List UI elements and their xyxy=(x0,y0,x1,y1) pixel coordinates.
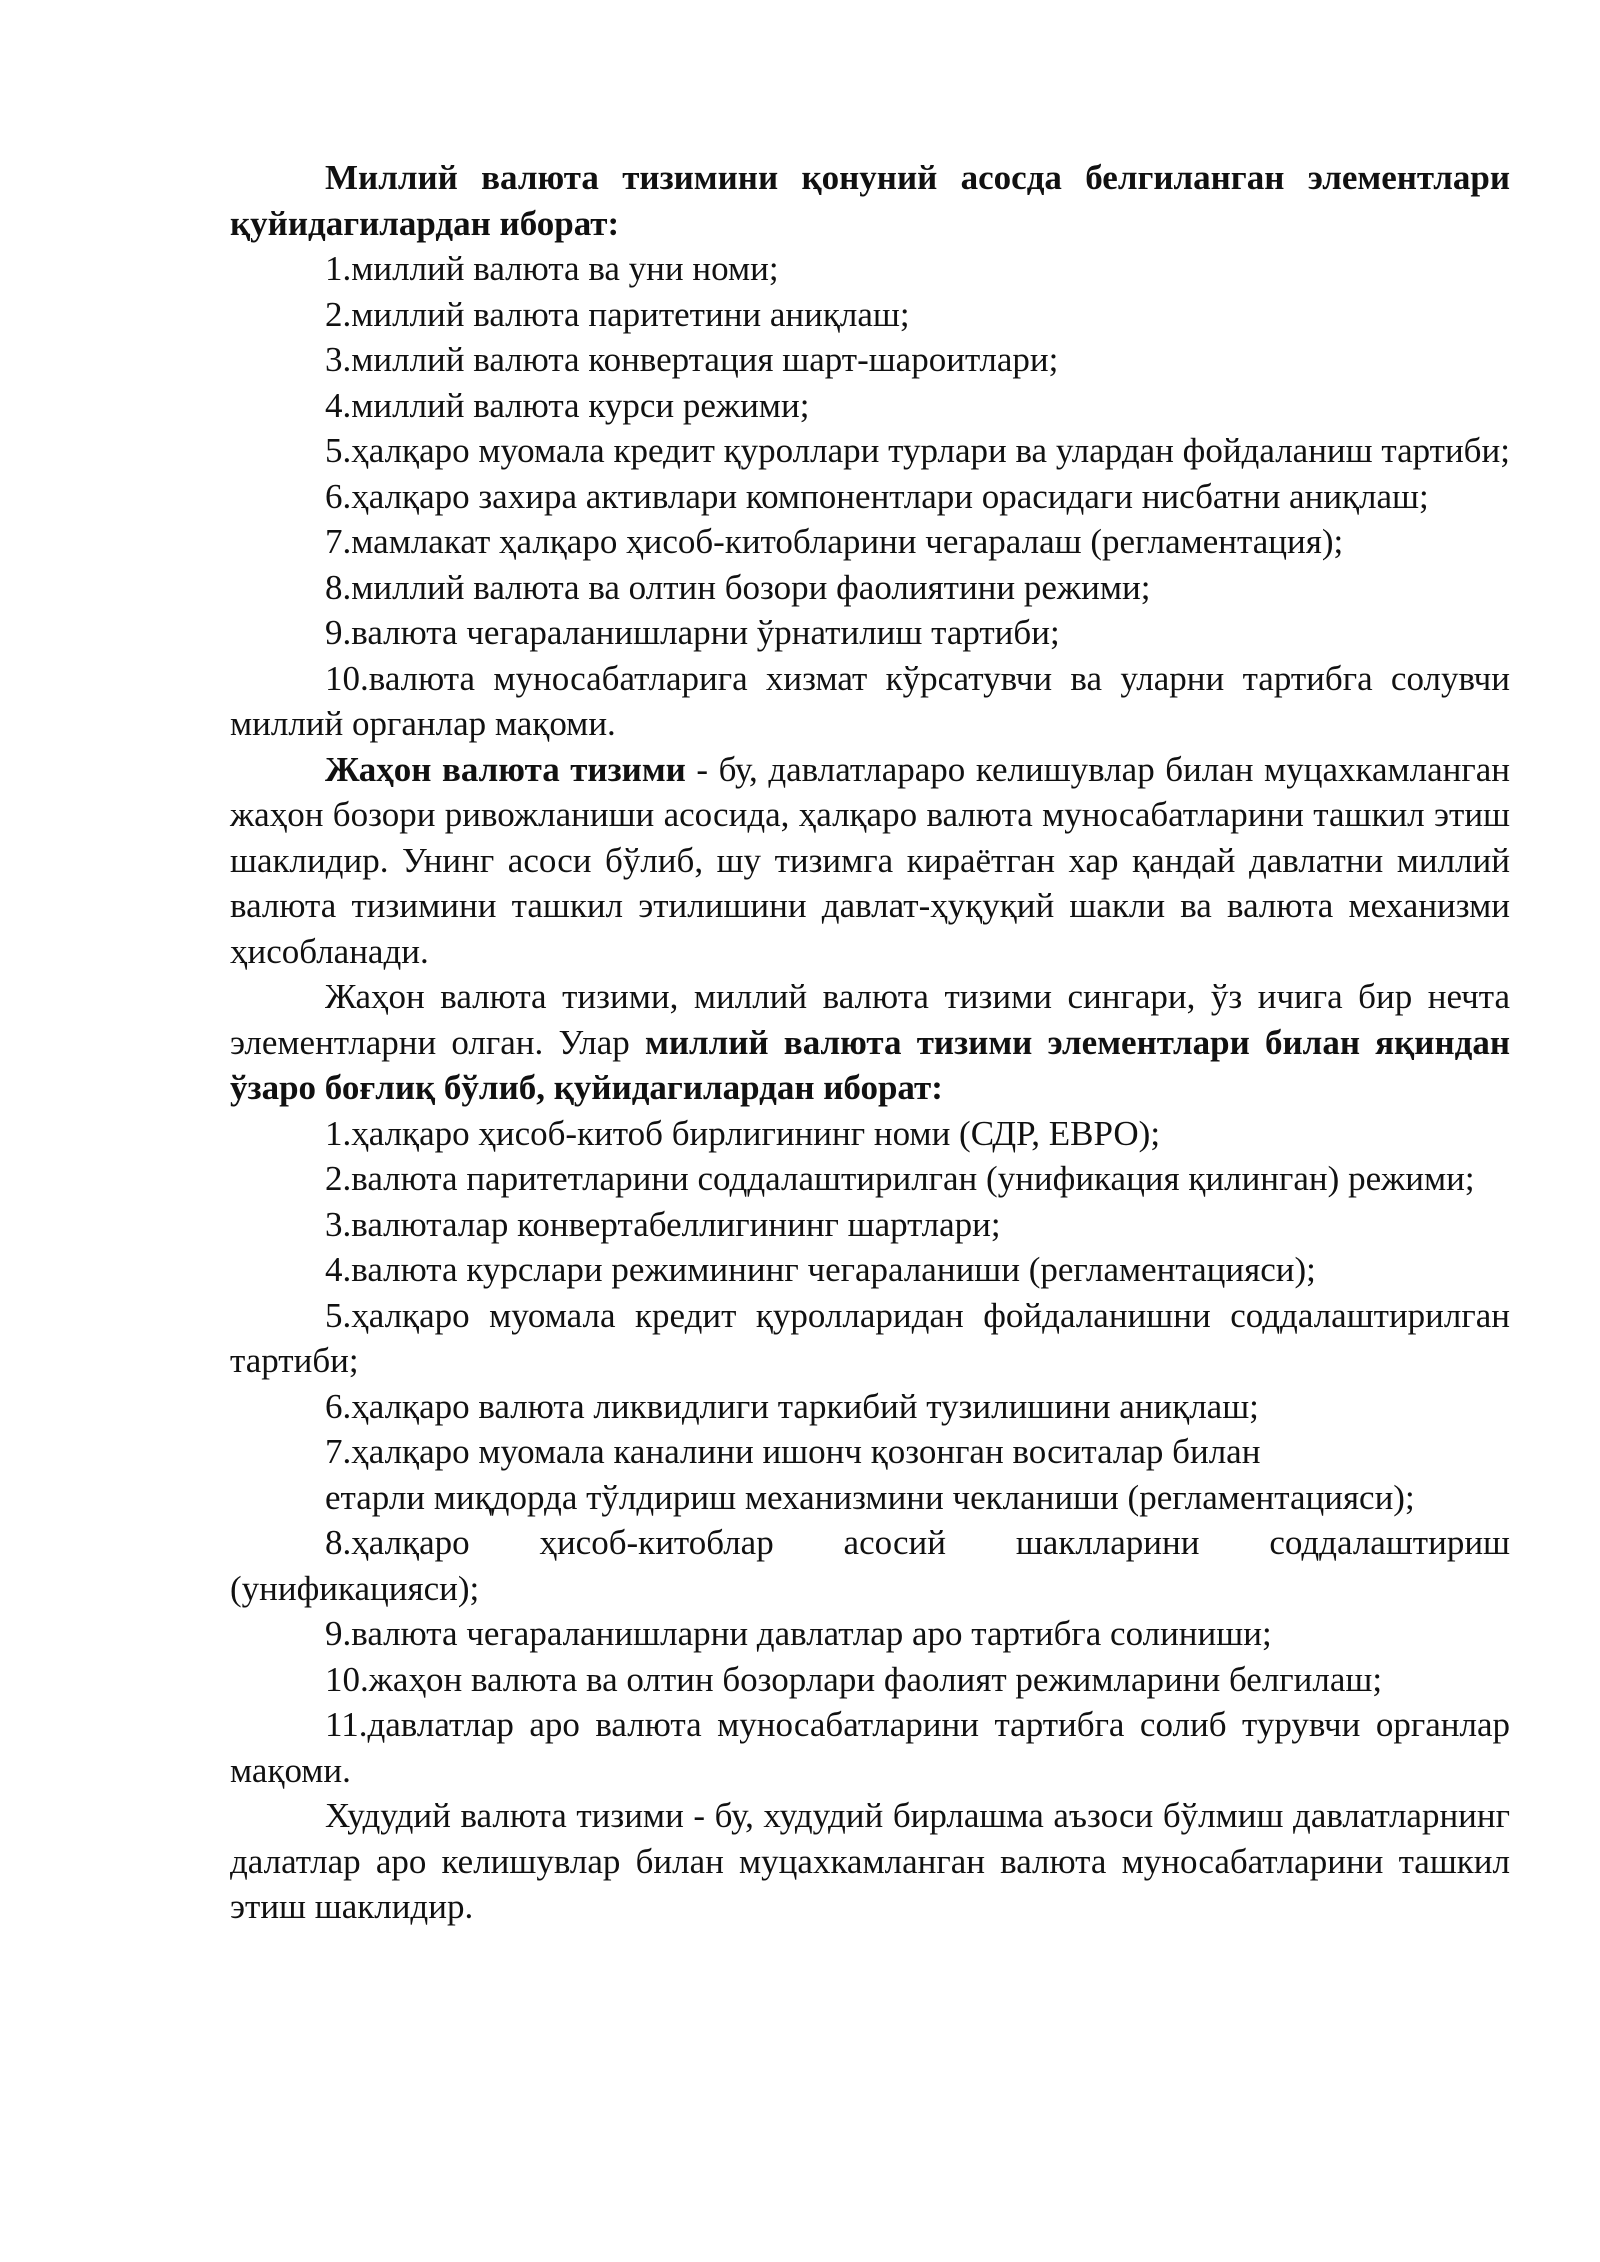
world-list-item: 7.ҳалқаро муомала каналини ишонч қозонган воситалар билан xyxy=(325,1432,1261,1471)
document-body xyxy=(230,155,1510,1930)
world-currency-definition xyxy=(230,747,1510,975)
national-list-item: 8.миллий валюта ва олтин бозори фаолиятини режими; xyxy=(325,567,1151,607)
world-list-item: 1.ҳалқаро ҳисоб-китоб бирлигининг номи (СДР, ЕВРО); xyxy=(325,1113,1161,1153)
world-list-item: 8.ҳалқаро ҳисоб-китоблар асосий шаклларини соддалаштириш (унификацияси); xyxy=(230,1523,1510,1608)
national-list-item: 7.мамлакат ҳалқаро ҳисоб-китобларини чегаралаш (регламентация); xyxy=(325,522,1344,561)
national-list-item: 4.миллий валюта курси режими; xyxy=(325,385,810,425)
world-list-item: 9.валюта чегараланишларни давлатлар аро тартибга солиниши; xyxy=(325,1614,1272,1653)
world-term: Жаҳон валюта тизими xyxy=(325,749,686,789)
national-list-item: 9.валюта чегараланишларни ўрнатилиш тартиби; xyxy=(325,613,1060,652)
world-list-item: 10.жаҳон валюта ва олтин бозорлари фаолият режимларини белгилаш; xyxy=(325,1659,1383,1699)
national-list-item: 10.валюта муносабатларига хизмат кўрсатувчи ва уларни тартибга солувчи миллий органлар мақоми. xyxy=(230,658,1510,743)
heading-national-currency-elements xyxy=(230,155,1510,246)
world-list-item: етарли миқдорда тўлдириш механизмини чекланиши (регламентацияси); xyxy=(325,1477,1415,1517)
heading-bold-text: Миллий валюта тизимини қонуний асосда белгиланган элементлари қуйидагилардан иборат: xyxy=(230,158,1510,243)
world-list-item: 2.валюта паритетларини соддалаштирилган (унификация қилинган) режими; xyxy=(325,1159,1475,1198)
world-intro-text: Жаҳон валюта тизими, миллий валюта тизими сингари, ўз ичига бир нечта элементларни олган. Улар xyxy=(230,977,1510,1062)
regional-currency-definition: Худудий валюта тизими - бу, худудий бирлашма аъзоси бўлмиш давлатларнинг далатлар аро келишувлар билан муцахкамланган валюта муносабатларини ташкил этиш шаклидир. xyxy=(230,1796,1510,1926)
world-list-item: 6.ҳалқаро валюта ликвидлиги таркибий тузилишини аниқлаш; xyxy=(325,1386,1259,1426)
world-list-item: 5.ҳалқаро муомала кредит қуролларидан фойдаланишни соддалаштирилган тартиби; xyxy=(230,1295,1510,1380)
national-list-item: 6.ҳалқаро захира активлари компонентлари орасидаги нисбатни аниқлаш; xyxy=(325,476,1429,516)
national-list-item: 3.миллий валюта конвертация шарт-шароитлари; xyxy=(325,340,1059,379)
world-list-item: 11.давлатлар аро валюта муносабатларини тартибга солиб турувчи органлар мақоми. xyxy=(230,1705,1510,1790)
world-list-item: 3.валюталар конвертабеллигининг шартлари; xyxy=(325,1204,1001,1244)
world-intro-bold: миллий валюта тизими элементлари билан яқиндан ўзаро боғлиқ бўлиб, қуйидагилардан иборат: xyxy=(230,1022,1510,1107)
national-list-item: 2.миллий валюта паритетини аниқлаш; xyxy=(325,294,910,334)
national-list-item: 5.ҳалқаро муомала кредит қуроллари турлари ва улардан фойдаланиш тартиби; xyxy=(325,431,1510,470)
world-currency-intro xyxy=(230,974,1510,1111)
world-definition-text: - бу, давлатлараро келишувлар билан муцахкамланган жаҳон бозори ривожланиши асосида, ҳалқаро валюта муносабатларини ташкил этиш шаклидир. Унинг асоси бўлиб, шу тизимга кираётган хар қандай давлатни миллий валюта тизимини ташкил этилишини давлат-ҳуқуқий шакли ва валюта механизми ҳисобланади. xyxy=(230,749,1510,971)
national-list-item: 1.миллий валюта ва уни номи; xyxy=(325,249,779,288)
world-list-item: 4.валюта курслари режимининг чегараланиши (регламентацияси); xyxy=(325,1250,1316,1289)
